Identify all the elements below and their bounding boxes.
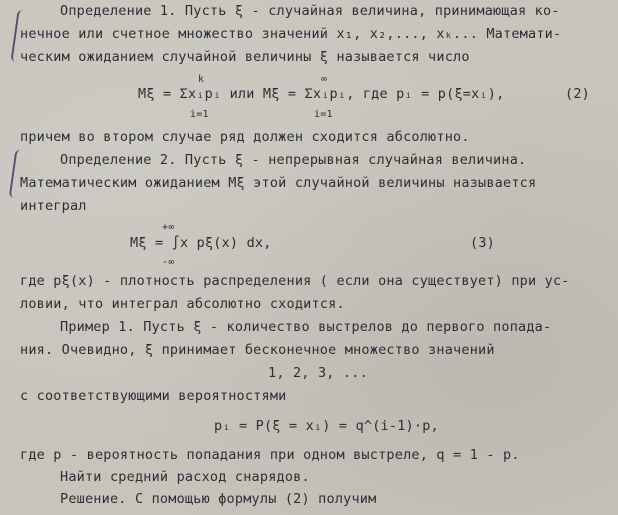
text-line	[60, 318, 551, 336]
text-line: ния. Очевидно, ξ принимает бесконечное множество значений	[20, 342, 495, 358]
formula-3: Mξ = ∫x pξ(x) dx,	[130, 235, 272, 251]
definition-1-text: нечное или счетное множество значений x₁, x₂,..., xₖ... Математи-	[20, 26, 562, 42]
formula-2: Mξ = Σxᵢpᵢ или Mξ = Σxᵢpᵢ, где pᵢ = p(ξ=xᵢ),	[138, 86, 505, 102]
formula-2-sub: i=1	[314, 109, 333, 120]
text-line: ловии, что интеграл абсолютно сходится.	[20, 296, 345, 312]
text-line: интеграл	[20, 198, 87, 214]
text-line	[60, 2, 560, 20]
definition-2-text: Определение 2. Пусть ξ - непрерывная случайная величина.	[60, 152, 527, 168]
text-line: причем во втором случае ряд должен сходится абсолютно.	[20, 129, 470, 145]
equation-number: (2)	[565, 86, 590, 102]
formula-2-sup: ∞	[321, 74, 328, 85]
equation-number: (3)	[470, 235, 495, 251]
formula-probabilities: pᵢ = P(ξ = xᵢ) = q^(i-1)·p,	[214, 418, 439, 434]
definition-1-text: ческим ожиданием случайной величины ξ называется число	[20, 49, 470, 65]
definition-1-text: Определение 1. Пусть ξ - случайная величина, принимающая ко-	[60, 3, 560, 19]
solution-text: Решение. С помощью формулы (2) получим	[60, 491, 377, 507]
formula-2-sup: k	[198, 74, 205, 85]
example-1-text: Пример 1. Пусть ξ - количество выстрелов до первого попада-	[60, 319, 552, 335]
formula-2-sub: i=1	[190, 109, 209, 120]
text-line	[20, 48, 470, 66]
text-line: Математическим ожиданием Mξ этой случайной величины называется	[20, 175, 537, 191]
formula-3-limit: +∞	[162, 222, 175, 233]
text-line: где p - вероятность попадания при одном выстреле, q = 1 - p.	[20, 447, 520, 463]
text-line	[60, 151, 526, 169]
text-line	[20, 25, 561, 43]
text-line: с соответствующими вероятностями	[20, 388, 287, 404]
task-text: Найти средний расход снарядов.	[60, 469, 310, 485]
formula-3-limit: -∞	[162, 257, 175, 268]
text-line: 1, 2, 3, ...	[268, 365, 368, 381]
text-line: где pξ(x) - плотность распределения ( если она существует) при ус-	[20, 273, 570, 289]
